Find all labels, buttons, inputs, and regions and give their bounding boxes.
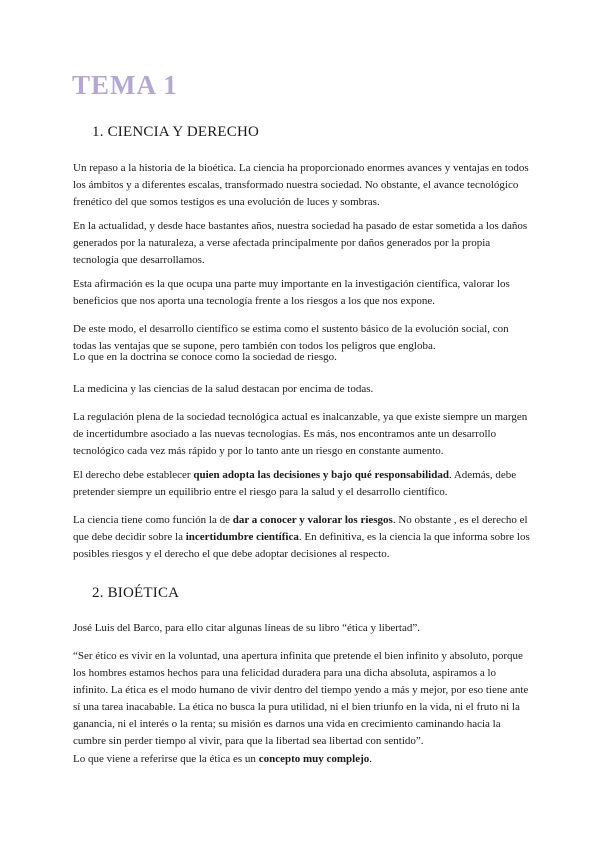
paragraph [73,512,531,563]
paragraph: Esta afirmación es la que ocupa una parte muy importante en la investigación científica, valorar los beneficios que nos aporta una tecnología frente a los riesgos a los que nos expone. [73,278,510,307]
paragraph [73,751,531,768]
bold-text: concepto muy complejo [258,753,370,765]
section-heading-ciencia-y-derecho: 1. CIENCIA Y DERECHO [92,124,260,140]
paragraph: Lo que en la doctrina se conoce como la sociedad de riesgo. [73,351,337,363]
quote-paragraph: “Ser ético es vivir en la voluntad, una apertura infinita que pretende el bien infinito y absoluto, porque los hombres estamos hechos para una felicidad duradera para una dicha absoluta, aspiramos a lo infinito. La ética es el modo humano de vivir dentro del tiempo yendo a más y mejor, por eso tiene ante sí una tarea inacabable. La ética no busca la pura utilidad, ni el bien triunfo en la vida, ni el fruto ni la ganancia, ni el interés o la renta; su misión es darnos una vida en crecimiento caminando hacia la cumbre sin perder tiempo al vivir, para que la libertad sea libertad con sentido”. [73,650,529,747]
text-run: . Además, debe pretender siempre un equilibrio entre el riesgo para la salud y el desarrollo científico. [73,469,517,498]
bold-text: dar a conocer y valorar los riesgos [232,514,393,526]
text-run: . [369,753,373,765]
document-title: TEMA 1 [72,70,178,100]
paragraph: Un repaso a la historia de la bioética. La ciencia ha proporcionado enormes avances y ventajas en todos los ámbitos y a diferentes escalas, transformado nuestra sociedad. No obstante, el avance tecnológico frenético del que somos testigos es una evolución de luces y sombras. [73,162,529,208]
paragraph: La medicina y las ciencias de la salud destacan por encima de todas. [73,383,374,395]
paragraph: José Luis del Barco, para ello citar algunas líneas de su libro “ética y libertad”. [73,622,420,634]
bold-text: quien adopta las decisiones y bajo qué responsabilidad [193,469,449,481]
text-run: El derecho debe establecer [73,469,194,481]
paragraph: De este modo, el desarrollo científico se estima como el sustento básico de la evolución social, con todas las ventajas que se supone, pero también con todos los peligros que engloba. [73,323,509,352]
text-run: . En definitiva, es la ciencia la que informa sobre los posibles riesgos y el derecho el que debe adoptar decisiones al respecto. [73,531,530,560]
text-run: Lo que viene a referirse que la ética es un [73,753,259,765]
paragraph: En la actualidad, y desde hace bastantes años, nuestra sociedad ha pasado de estar sometida a los daños generados por la naturaleza, a verse afectada principalmente por daños generados por la propia tecnología que desarrollamos. [73,220,528,266]
text-run: . No obstante , es el derecho el que debe decidir sobre la [73,514,528,543]
text-run: La ciencia tiene como función la de [73,514,233,526]
section-heading-bioetica: 2. BIOÉTICA [92,585,180,601]
paragraph [73,467,531,501]
bold-text: incertidumbre científica [185,531,299,543]
paragraph: La regulación plena de la sociedad tecnológica actual es inalcanzable, ya que existe siempre un margen de incertidumbre asociado a las nuevas tecnologías. Es más, nos encontramos ante un desarrollo tecnológico cada vez más rápido y por lo tanto ante un riesgo en constante aumento. [73,411,528,457]
